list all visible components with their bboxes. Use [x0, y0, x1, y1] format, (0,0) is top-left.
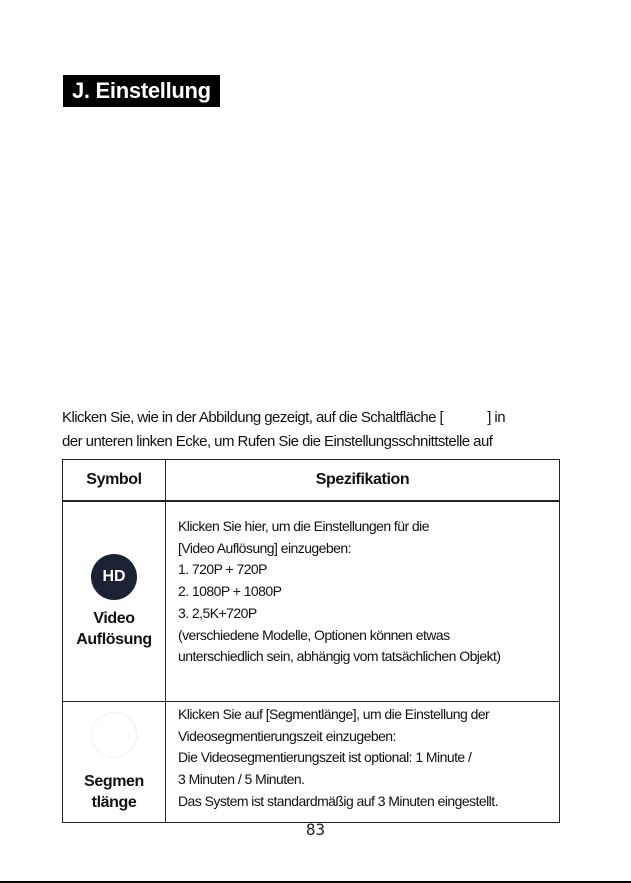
description-line: 2. 1080P + 1080P [178, 583, 282, 600]
symbol-cell [63, 501, 166, 702]
description-line: 3 Minuten / 5 Minuten. [178, 771, 305, 788]
table-row [63, 702, 560, 823]
header-symbol: Symbol [63, 460, 166, 502]
intro-line-1 [62, 406, 562, 430]
hd-icon: HD [91, 554, 137, 600]
description-line: Videosegmentierungszeit einzugeben: [178, 727, 396, 744]
description-line: unterschiedlich sein, abhängig vom tatsächlichen Objekt) [178, 648, 501, 665]
segment-length-icon [91, 712, 137, 758]
table-header-row [63, 460, 560, 502]
symbol-cell [63, 702, 166, 823]
intro-line-1-end: ] in [487, 409, 505, 426]
symbol-label [63, 771, 165, 813]
symbol-label-line: Video [93, 609, 135, 627]
description-line: Die Videosegmentierungszeit ist optional: 1 Minute / [178, 749, 472, 766]
table-row [63, 501, 560, 702]
description-line: (verschiedene Modelle, Optionen können etwas [178, 626, 450, 643]
description-line: Klicken Sie hier, um die Einstellungen für die [178, 518, 429, 534]
section-title: J. Einstellung [63, 75, 220, 107]
header-specification: Spezifikation [166, 460, 560, 502]
page-number: 83 [305, 820, 326, 839]
symbol-label-line: Segmen [84, 772, 144, 790]
intro-line-2: der unteren linken Ecke, um Rufen Sie die Einstellungsschnittstelle auf [62, 433, 493, 450]
intro-text [62, 406, 562, 454]
specification-cell [166, 702, 560, 823]
intro-line-1-start: Klicken Sie, wie in der Abbildung gezeigt, auf die Schaltfläche [ [62, 409, 444, 426]
symbol-label [63, 608, 165, 650]
spec-table [62, 459, 560, 823]
description-line: 1. 720P + 720P [178, 561, 267, 578]
description-line: Klicken Sie auf [Segmentlänge], um die Einstellung der [178, 706, 490, 722]
symbol-label-line: tlänge [91, 793, 137, 811]
description-line: Das System ist standardmäßig auf 3 Minuten eingestellt. [178, 792, 498, 809]
specification-cell [166, 501, 560, 702]
symbol-label-line: Auflösung [76, 630, 152, 648]
description-line: 3. 2,5K+720P [178, 604, 257, 621]
description-line: [Video Auflösung] einzugeben: [178, 539, 351, 556]
